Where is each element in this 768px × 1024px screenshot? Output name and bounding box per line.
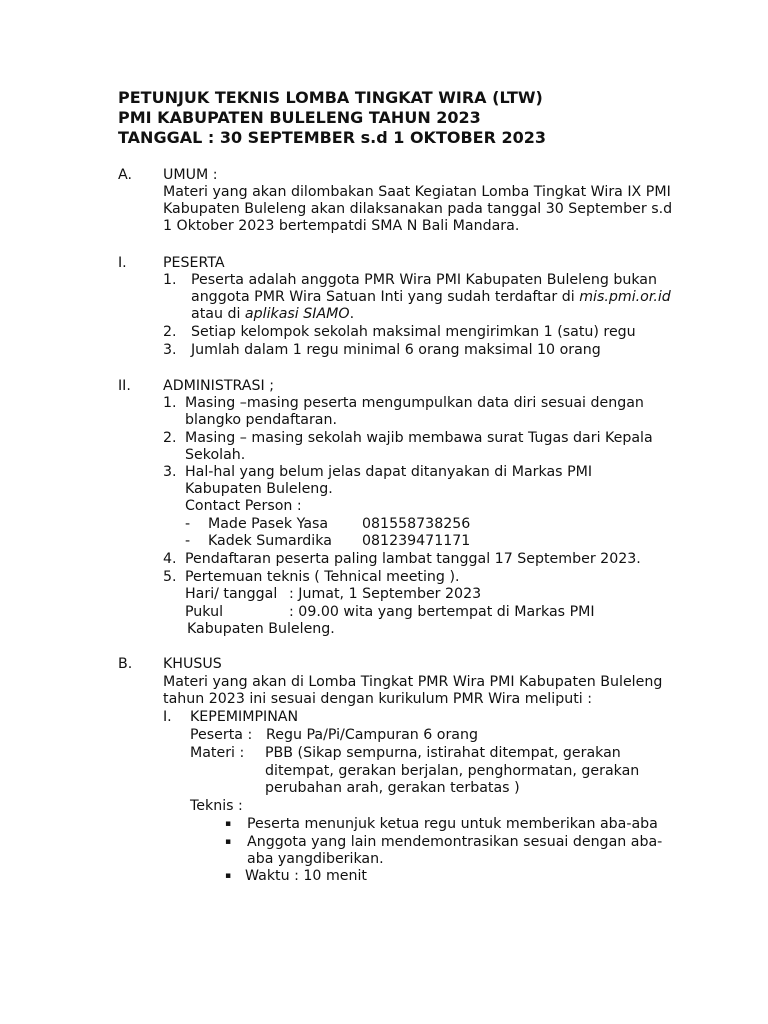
list-item-text: Pertemuan teknis ( Tehnical meeting ). [185,569,460,585]
meeting-time-value: : 09.00 wita yang bertempat di Markas PMI [289,604,595,620]
peserta-label: Peserta : [190,727,253,743]
list-item-text: Peserta adalah anggota PMR Wira PMI Kabupaten Buleleng bukan [191,272,657,288]
list-number: 5. [163,569,177,585]
list-item-text: Masing – masing sekolah wajib membawa surat Tugas dari Kepala [185,430,653,446]
section-a-marker: A. [118,167,132,183]
contact-person-label: Contact Person : [185,498,302,514]
list-number: 1. [163,395,177,411]
list-number: 4. [163,551,177,567]
square-bullet-icon: ▪ [225,837,232,847]
meeting-date-value: : Jumat, 1 September 2023 [289,586,482,602]
square-bullet-icon: ▪ [225,819,232,829]
subsection-title: KEPEMIMPINAN [190,709,299,725]
doc-title-line-3: TANGGAL : 30 SEPTEMBER s.d 1 OKTOBER 2023 [118,128,547,147]
meeting-place: Kabupaten Buleleng. [187,621,335,637]
list-number: 2. [163,324,177,340]
khusus-intro-line: Materi yang akan di Lomba Tingkat PMR Wira PMI Kabupaten Buleleng [163,674,663,690]
list-item-text: anggota PMR Wira Satuan Inti yang sudah terdaftar di mis.pmi.or.id [191,289,671,305]
square-bullet-icon: ▪ [225,871,232,881]
meeting-date-label: Hari/ tanggal [185,586,278,602]
materi-text-line: perubahan arah, gerakan terbatas ) [265,780,520,796]
list-item-text: Kabupaten Buleleng. [185,481,333,497]
section-a-title: UMUM : [163,167,218,183]
list-number: 2. [163,430,177,446]
umum-text-line: Kabupaten Buleleng akan dilaksanakan pada tanggal 30 September s.d [163,201,673,217]
contact-dash: - [185,516,191,532]
list-item-text: Jumlah dalam 1 regu minimal 6 orang maksimal 10 orang [191,342,601,358]
section-administrasi-title: ADMINISTRASI ; [163,378,274,394]
list-item-text: Hal-hal yang belum jelas dapat ditanyakan di Markas PMI [185,464,593,480]
list-number: 1. [163,272,177,288]
peserta-value: Regu Pa/Pi/Campuran 6 orang [266,727,479,743]
contact-name: Kadek Sumardika [208,533,332,549]
doc-title-line-2: PMI KABUPATEN BULELENG TAHUN 2023 [118,108,481,127]
section-b-marker: B. [118,656,133,672]
materi-label: Materi : [190,745,245,761]
app-name-text: aplikasi SIAMO [244,306,350,322]
bullet-item-text: aba yangdiberikan. [247,851,384,867]
list-number: 3. [163,342,177,358]
umum-text-line: Materi yang akan dilombakan Saat Kegiatan Lomba Tingkat Wira IX PMI [163,184,671,200]
contact-phone: 081239471171 [362,533,471,549]
list-item-text: blangko pendaftaran. [185,412,337,428]
khusus-intro-line: tahun 2023 ini sesuai dengan kurikulum PMR Wira meliputi : [163,691,592,707]
section-peserta-title: PESERTA [163,255,225,271]
materi-text-line: ditempat, gerakan berjalan, penghormatan, gerakan [265,763,640,779]
contact-dash: - [185,533,191,549]
bullet-item-text: Waktu : 10 menit [245,868,367,884]
contact-name: Made Pasek Yasa [208,516,329,532]
doc-title-line-1: PETUNJUK TEKNIS LOMBA TINGKAT WIRA (LTW) [118,88,543,107]
meeting-time-label: Pukul [185,604,224,620]
section-peserta-marker: I. [118,255,127,271]
materi-text-line: PBB (Sikap sempurna, istirahat ditempat, gerakan [265,745,621,761]
list-item-text: Setiap kelompok sekolah maksimal mengirimkan 1 (satu) regu [191,324,636,340]
website-text: mis.pmi.or.id [579,289,671,305]
list-number: 3. [163,464,177,480]
umum-text-line: 1 Oktober 2023 bertempatdi SMA N Bali Mandara. [163,218,520,234]
subsection-marker: I. [163,709,172,725]
bullet-item-text: Peserta menunjuk ketua regu untuk memberikan aba-aba [247,816,658,832]
list-item-text: Masing –masing peserta mengumpulkan data diri sesuai dengan [185,395,644,411]
section-b-title: KHUSUS [163,656,222,672]
bullet-item-text: Anggota yang lain mendemontrasikan sesuai dengan aba- [247,834,663,850]
list-item-text: Pendaftaran peserta paling lambat tanggal 17 September 2023. [185,551,641,567]
section-administrasi-marker: II. [118,378,131,394]
teknis-label: Teknis : [190,798,243,814]
contact-phone: 081558738256 [362,516,471,532]
list-item-text: atau di aplikasi SIAMO. [191,306,355,322]
list-item-text: Sekolah. [185,447,246,463]
